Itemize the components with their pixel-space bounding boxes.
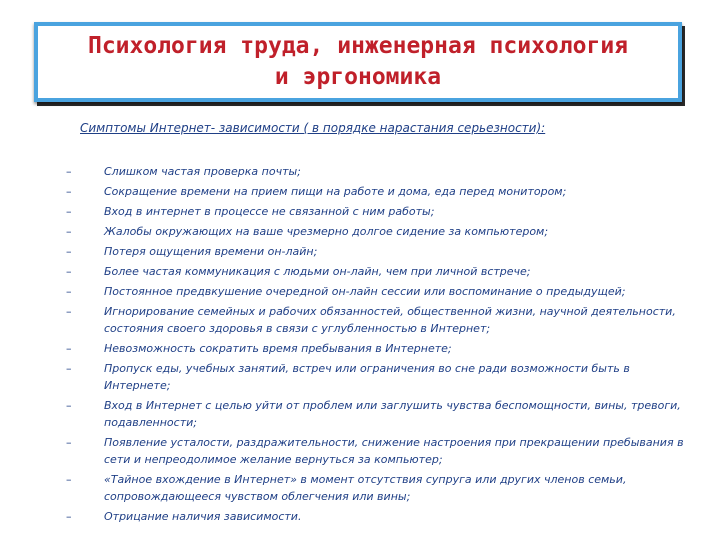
- bullet-dash: –: [66, 399, 72, 412]
- bullet-dash: –: [66, 305, 72, 318]
- bullet-dash: –: [66, 225, 72, 238]
- subtitle: Симптомы Интернет- зависимости ( в порядке нарастания серьезности):: [80, 121, 546, 135]
- bullet-dash: –: [66, 245, 72, 258]
- list-item-text: Потеря ощущения времени он-лайн;: [104, 245, 318, 258]
- list-item: [66, 397, 696, 431]
- bullet-dash: –: [66, 185, 72, 198]
- bullet-dash: –: [66, 473, 72, 486]
- list-item-text: Вход в Интернет с целью уйти от проблем или заглушить чувства беспомощности, вины, тревоги, подавленности;: [104, 399, 681, 429]
- list-item-text: Вход в интернет в процессе не связанной с ним работы;: [104, 205, 435, 218]
- bullet-dash: –: [66, 362, 72, 375]
- title-line-2: и эргономика: [274, 64, 442, 90]
- bullet-dash: –: [66, 285, 72, 298]
- list-item: [66, 183, 696, 200]
- list-item: [66, 243, 696, 260]
- list-item: [66, 508, 696, 525]
- list-item: [66, 340, 696, 357]
- list-item-text: Жалобы окружающих на ваше чрезмерно долгое сидение за компьютером;: [104, 225, 549, 238]
- list-item-text: Невозможность сократить время пребывания в Интернете;: [104, 342, 452, 355]
- bullet-dash: –: [66, 342, 72, 355]
- list-item: [66, 283, 696, 300]
- list-item: [66, 163, 696, 180]
- list-item: [66, 360, 696, 394]
- list-item-text: Появление усталости, раздражительности, снижение настроения при прекращении пребывания в сети и непреодолимое желание вернуться за компьютер;: [104, 436, 684, 466]
- bullet-dash: –: [66, 436, 72, 449]
- title-box: [34, 22, 682, 102]
- list-item-text: Более частая коммуникация с людьми он-лайн, чем при личной встрече;: [104, 265, 531, 278]
- list-item-text: Отрицание наличия зависимости.: [104, 510, 302, 523]
- list-item-text: Слишком частая проверка почты;: [104, 165, 301, 178]
- list-item: [66, 203, 696, 220]
- list-item-text: «Тайное вхождение в Интернет» в момент отсутствия супруга или других членов семьи, сопровождающееся чувством облегчения или вины;: [104, 473, 627, 503]
- bullet-dash: –: [66, 205, 72, 218]
- list-item-text: Игнорирование семейных и рабочих обязанностей, общественной жизни, научной деятельности, состояния своего здоровья в связи с углубленностью в Интернет;: [104, 305, 676, 335]
- list-item-text: Пропуск еды, учебных занятий, встреч или ограничения во сне ради возможности быть в Интернете;: [104, 362, 630, 392]
- list-item: [66, 471, 696, 505]
- list-item: [66, 263, 696, 280]
- list-item: [66, 303, 696, 337]
- bullet-dash: –: [66, 165, 72, 178]
- title-line-1: Психология труда, инженерная психология: [87, 33, 629, 59]
- symptom-list: [66, 163, 696, 528]
- list-item-text: Сокращение времени на прием пищи на работе и дома, еда перед монитором;: [104, 185, 567, 198]
- list-item-text: Постоянное предвкушение очередной он-лайн сессии или воспоминание о предыдущей;: [104, 285, 626, 298]
- list-item: [66, 434, 696, 468]
- list-item: [66, 223, 696, 240]
- bullet-dash: –: [66, 510, 72, 523]
- bullet-dash: –: [66, 265, 72, 278]
